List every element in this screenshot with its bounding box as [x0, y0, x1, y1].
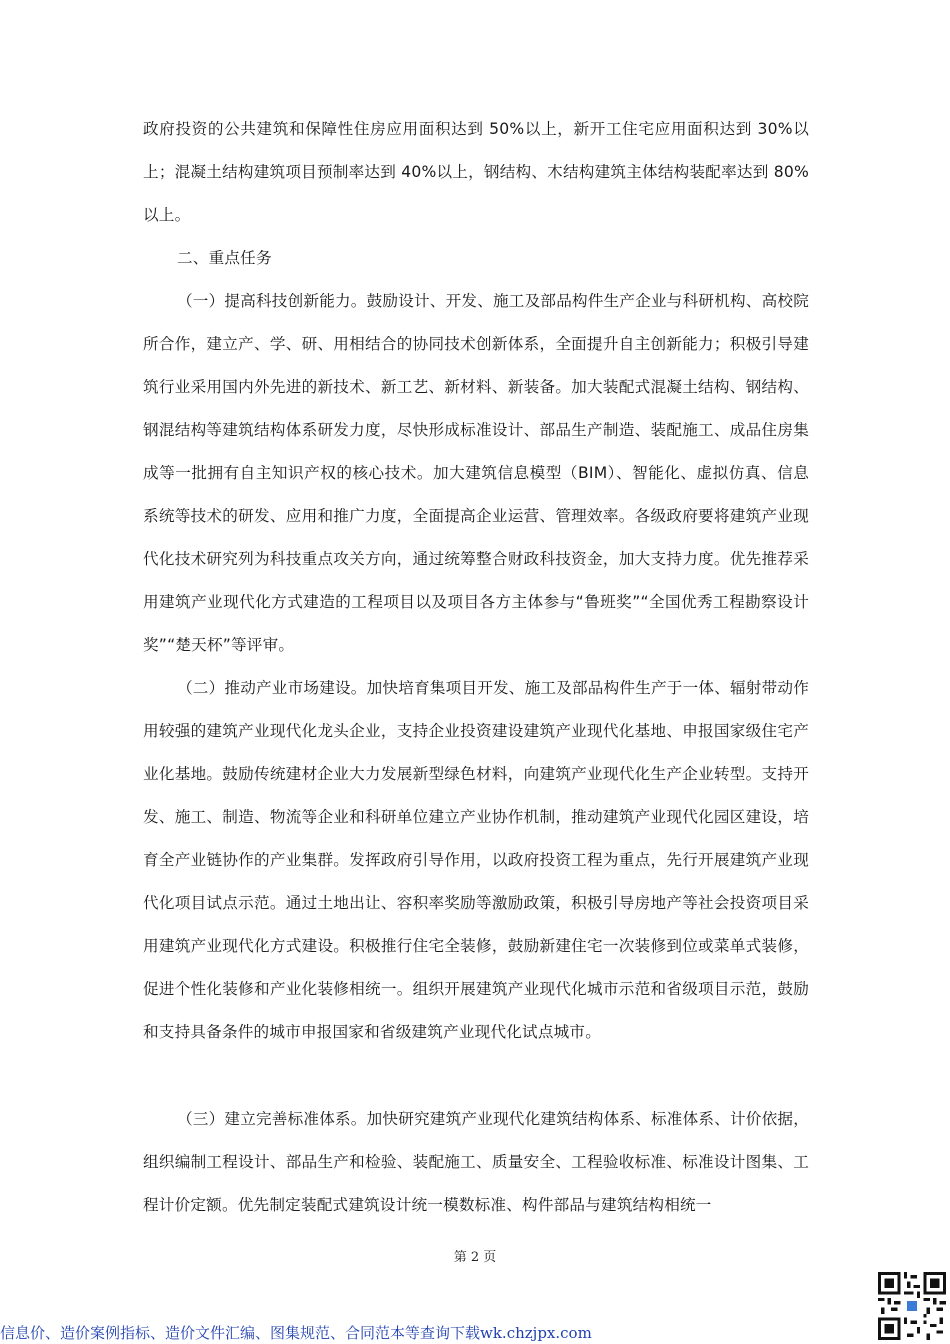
paragraph-goals: 政府投资的公共建筑和保障性住房应用面积达到 50%以上，新开工住宅应用面积达到 30%以上；混凝土结构建筑项目预制率达到 40%以上，钢结构、木结构建筑主体结构装配率达到 80%以上。 — [143, 120, 809, 224]
section-heading: 二、重点任务 — [177, 249, 272, 267]
paragraph-tech-innovation: （一）提高科技创新能力。鼓励设计、开发、施工及部品构件生产企业与科研机构、高校院所合作，建立产、学、研、用相结合的协同技术创新体系，全面提升自主创新能力；积极引导建筑行业采用国内外先进的新技术、新工艺、新材料、新装备。加大装配式混凝土结构、钢结构、钢混结构等建筑结构体系研发力度，尽快形成标准设计、部品生产制造、装配施工、成品住房集成等一批拥有自主知识产权的核心技术。加大建筑信息模型（BIM）、智能化、虚拟仿真、信息系统等技术的研发、应用和推广力度，全面提高企业运营、管理效率。各级政府要将建筑产业现代化技术研究列为科技重点攻关方向，通过统筹整合财政科技资金，加大支持力度。优先推荐采用建筑产业现代化方式建造的工程项目以及项目各方主体参与“鲁班奖”“全国优秀工程勘察设计奖”“楚天杯”等评审。 — [143, 292, 809, 654]
qr-code-icon — [878, 1272, 946, 1340]
paragraph-market-building: （二）推动产业市场建设。加快培育集项目开发、施工及部品构件生产于一体、辐射带动作用较强的建筑产业现代化龙头企业，支持企业投资建设建筑产业现代化基地、申报国家级住宅产业化基地。鼓励传统建材企业大力发展新型绿色材料，向建筑产业现代化生产企业转型。支持开发、施工、制造、物流等企业和科研单位建立产业协作机制，推动建筑产业现代化园区建设，培育全产业链协作的产业集群。发挥政府引导作用，以政府投资工程为重点，先行开展建筑产业现代化项目试点示范。通过土地出让、容积率奖励等激励政策，积极引导房地产等社会投资项目采用建筑产业现代化方式建设。积极推行住宅全装修，鼓励新建住宅一次装修到位或菜单式装修，促进个性化装修和产业化装修相统一。组织开展建筑产业现代化城市示范和省级项目示范，鼓励和支持具备条件的城市申报国家和省级建筑产业现代化试点城市。 — [143, 679, 809, 1041]
page-number: 第 2 页 — [453, 1250, 497, 1265]
paragraph-standards: （三）建立完善标准体系。加快研究建筑产业现代化建筑结构体系、标准体系、计价依据，组织编制工程设计、部品生产和检验、装配施工、质量安全、工程验收标准、标准设计图集、工程计价定额。优先制定装配式建筑设计统一模数标准、构件部品与建筑结构相统一 — [143, 1110, 809, 1214]
footer-link[interactable]: 信息价、造价案例指标、造价文件汇编、图集规范、合同范本等查询下载wk.chzjpx.com — [0, 1324, 592, 1342]
